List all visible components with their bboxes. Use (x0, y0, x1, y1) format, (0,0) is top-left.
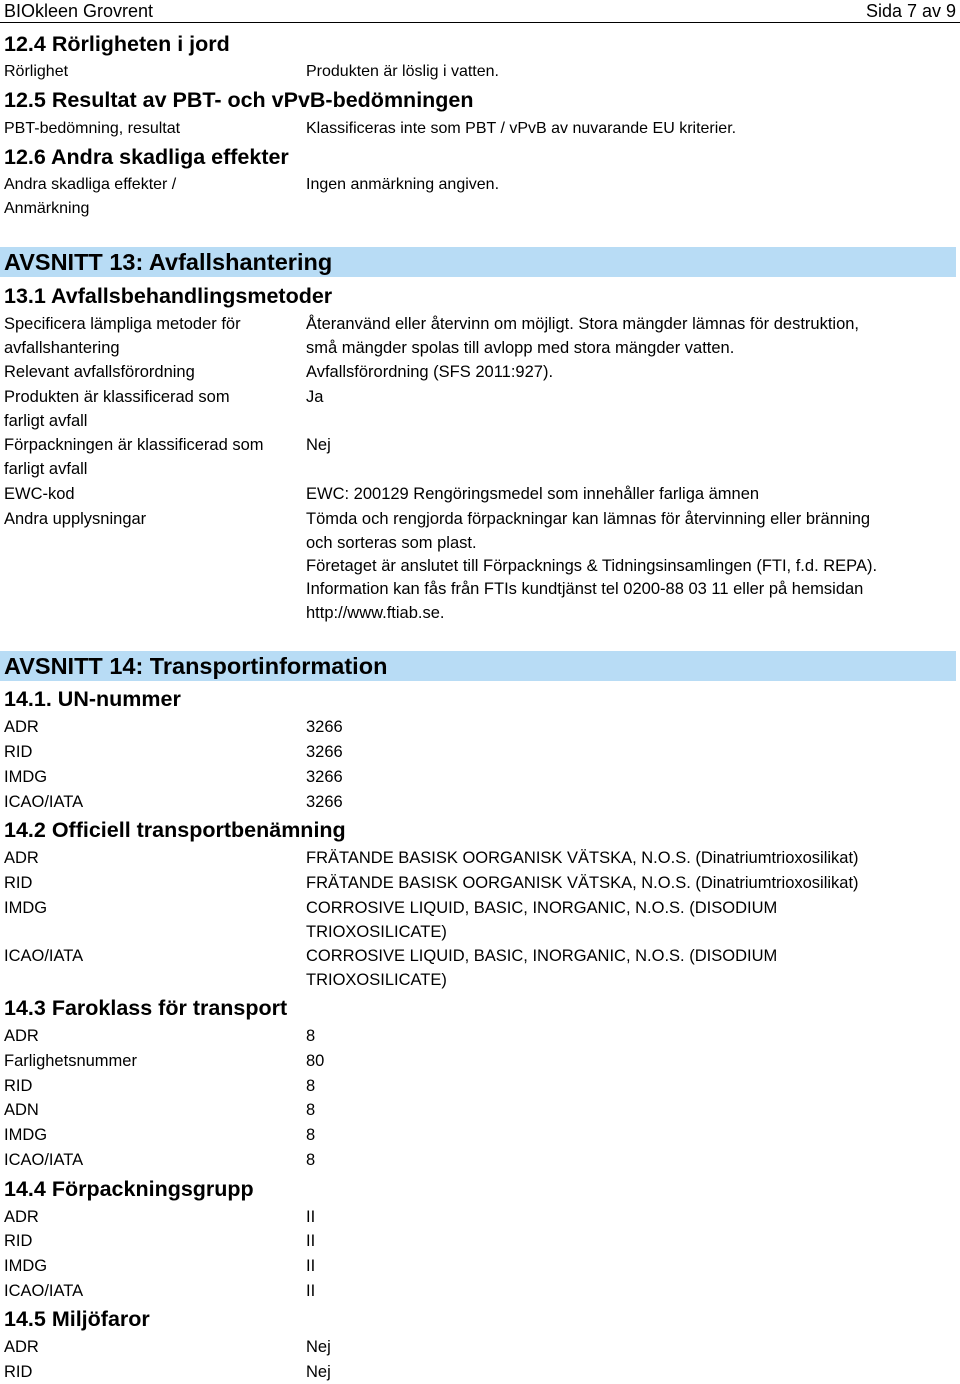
value-hazard-number: 80 (306, 1052, 325, 1070)
value-other-effects: Ingen anmärkning angiven. (306, 176, 500, 193)
heading-12-5: 12.5 Resultat av PBT- och vPvB-bedömningen (4, 88, 474, 112)
value-other-info-url: http://www.ftiab.se. (306, 604, 445, 622)
label-product-hazardous-1: Produkten är klassificerad som (4, 388, 230, 406)
value-packaging-hazardous: Nej (306, 436, 331, 454)
label-ewc-code: EWC-kod (4, 485, 75, 503)
heading-14-4: 14.4 Förpackningsgrupp (4, 1177, 254, 1201)
value-class-imdg: 8 (306, 1126, 316, 1144)
label-group-imdg: IMDG (4, 1257, 48, 1275)
value-class-rid: 8 (306, 1077, 316, 1095)
section-14-header: AVSNITT 14: Transportinformation (0, 651, 956, 681)
label-product-hazardous-2: farligt avfall (4, 412, 88, 430)
value-waste-regulation: Avfallsförordning (SFS 2011:927). (306, 363, 554, 381)
label-waste-methods-2: avfallshantering (4, 339, 120, 357)
label-pbt: PBT-bedömning, resultat (4, 120, 181, 137)
label-class-icao: ICAO/IATA (4, 1151, 84, 1169)
label-group-rid: RID (4, 1232, 33, 1250)
value-group-imdg: II (306, 1257, 316, 1275)
value-class-icao: 8 (306, 1151, 316, 1169)
value-other-info-line: Tömda och rengjorda förpackningar kan lämnas för återvinning eller bränning (306, 510, 871, 528)
label-class-imdg: IMDG (4, 1126, 48, 1144)
value-other-info-line: Företaget är anslutet till Förpacknings & Tidningsinsamlingen (FTI, f.d. REPA). (306, 557, 878, 575)
value-name-icao: CORROSIVE LIQUID, BASIC, INORGANIC, N.O.S. (DISODIUM (306, 947, 778, 965)
label-group-adr: ADR (4, 1208, 39, 1226)
label-un-adr: ADR (4, 718, 39, 736)
label-waste-regulation: Relevant avfallsförordning (4, 363, 195, 381)
value-group-icao: II (306, 1282, 316, 1300)
label-other-effects-2: Anmärkning (4, 200, 90, 217)
value-mobility: Produkten är löslig i vatten. (306, 63, 499, 80)
document-company-name: BIOkleen Grovrent (4, 1, 154, 21)
value-group-rid: II (306, 1232, 316, 1250)
value-name-icao-cont: TRIOXOSILICATE) (306, 971, 447, 989)
label-class-adr: ADR (4, 1027, 39, 1045)
heading-14-3: 14.3 Faroklass för transport (4, 996, 288, 1020)
label-class-rid: RID (4, 1077, 33, 1095)
label-name-imdg: IMDG (4, 899, 48, 917)
value-env-adr: Nej (306, 1338, 331, 1356)
value-product-hazardous: Ja (306, 388, 324, 406)
value-name-rid: FRÄTANDE BASISK OORGANISK VÄTSKA, N.O.S. (Dinatriumtrioxosilikat) (306, 874, 859, 892)
label-hazard-number: Farlighetsnummer (4, 1052, 137, 1070)
value-un-rid: 3266 (306, 743, 343, 761)
heading-14-5: 14.5 Miljöfaror (4, 1307, 150, 1331)
label-waste-methods-1: Specificera lämpliga metoder för (4, 315, 241, 333)
label-name-icao: ICAO/IATA (4, 947, 84, 965)
label-un-rid: RID (4, 743, 33, 761)
header-divider (0, 22, 960, 23)
value-un-icao: 3266 (306, 793, 343, 811)
label-un-icao: ICAO/IATA (4, 793, 84, 811)
value-class-adn: 8 (306, 1101, 316, 1119)
label-packaging-hazardous-1: Förpackningen är klassificerad som (4, 436, 264, 454)
value-waste-methods-1: Återanvänd eller återvinn om möjligt. Stora mängder lämnas för destruktion, (306, 315, 860, 333)
heading-13-1: 13.1 Avfallsbehandlingsmetoder (4, 284, 333, 308)
label-packaging-hazardous-2: farligt avfall (4, 460, 88, 478)
heading-12-6: 12.6 Andra skadliga effekter (4, 145, 289, 169)
label-name-adr: ADR (4, 849, 39, 867)
label-mobility: Rörlighet (4, 63, 69, 80)
label-env-rid: RID (4, 1363, 33, 1381)
label-name-rid: RID (4, 874, 33, 892)
label-class-adn: ADN (4, 1101, 39, 1119)
value-name-adr: FRÄTANDE BASISK OORGANISK VÄTSKA, N.O.S. (Dinatriumtrioxosilikat) (306, 849, 859, 867)
label-other-effects-1: Andra skadliga effekter / (4, 176, 177, 193)
label-un-imdg: IMDG (4, 768, 48, 786)
value-un-adr: 3266 (306, 718, 343, 736)
value-group-adr: II (306, 1208, 316, 1226)
value-waste-methods-2: små mängder spolas till avlopp med stora mängder vatten. (306, 339, 735, 357)
label-env-adr: ADR (4, 1338, 39, 1356)
page-number: Sida 7 av 9 (865, 1, 956, 21)
value-name-imdg-cont: TRIOXOSILICATE) (306, 923, 447, 941)
value-name-imdg: CORROSIVE LIQUID, BASIC, INORGANIC, N.O.S. (DISODIUM (306, 899, 778, 917)
value-pbt: Klassificeras inte som PBT / vPvB av nuvarande EU kriterier. (306, 120, 737, 137)
label-group-icao: ICAO/IATA (4, 1282, 84, 1300)
value-env-rid: Nej (306, 1363, 331, 1381)
value-ewc-code: EWC: 200129 Rengöringsmedel som innehåller farliga ämnen (306, 485, 760, 503)
section-13-header: AVSNITT 13: Avfallshantering (0, 247, 956, 277)
heading-14-2: 14.2 Officiell transportbenämning (4, 818, 346, 842)
value-other-info-line: och sorteras som plast. (306, 534, 477, 552)
value-un-imdg: 3266 (306, 768, 343, 786)
label-other-info: Andra upplysningar (4, 510, 147, 528)
value-class-adr: 8 (306, 1027, 316, 1045)
heading-14-1: 14.1. UN-nummer (4, 687, 181, 711)
value-other-info-line: Information kan fås från FTIs kundtjänst tel 0200-88 03 11 eller på hemsidan (306, 580, 864, 598)
heading-12-4: 12.4 Rörligheten i jord (4, 32, 230, 56)
